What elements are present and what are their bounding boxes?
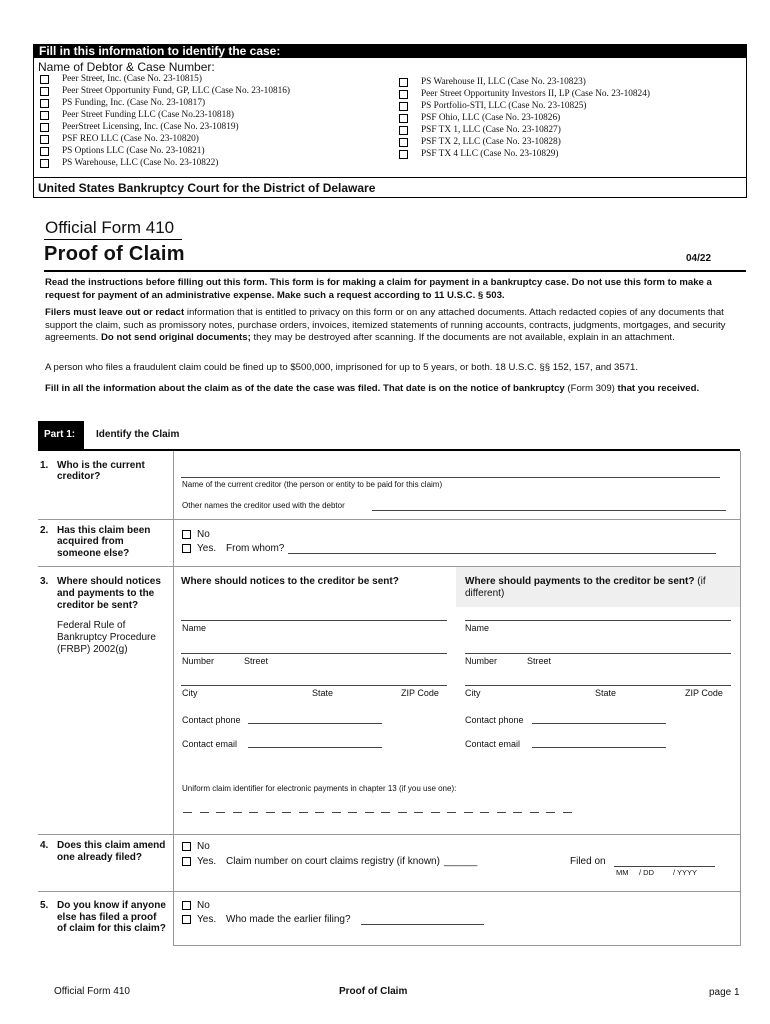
q5-label-line3: of claim for this claim? [57, 923, 166, 934]
right-debtor-checkbox[interactable] [399, 114, 408, 123]
part1-tag-box [38, 421, 84, 449]
uid-digit-slot[interactable] [249, 812, 258, 813]
notices-email-label: Contact email [182, 739, 238, 749]
payments-street-input[interactable] [465, 653, 731, 654]
left-debtor-label: Peer Street, Inc. (Case No. 23-10815) [62, 74, 202, 84]
notices-header: Where should notices to the creditor be sent? [181, 576, 399, 587]
footer-form-number: Official Form 410 [54, 986, 130, 997]
court-divider [33, 177, 747, 178]
left-debtor-checkbox[interactable] [40, 87, 49, 96]
uid-digit-slot[interactable] [183, 812, 192, 813]
left-debtor-label: PS Options LLC (Case No. 23-10821) [62, 146, 205, 156]
questions-column-divider [173, 451, 174, 946]
q5-no-label: No [197, 900, 210, 911]
left-debtor-checkbox[interactable] [40, 147, 49, 156]
q3-label-line2: and payments to the [57, 588, 155, 599]
notices-name-input[interactable] [181, 620, 447, 621]
q4-yes-checkbox[interactable] [182, 857, 191, 866]
uid-digit-slot[interactable] [431, 812, 440, 813]
left-debtor-label: PeerStreet Licensing, Inc. (Case No. 23-10819) [62, 122, 239, 132]
uid-digit-slot[interactable] [365, 812, 374, 813]
notices-email-input[interactable] [248, 747, 382, 748]
instructions-p4-b: (Form 309) [564, 383, 618, 394]
instructions-p2 [45, 307, 735, 345]
uid-digit-slot[interactable] [381, 812, 390, 813]
q4-yyyy-label: / YYYY [673, 868, 698, 877]
right-debtor-label: PSF TX 4 LLC (Case No. 23-10829) [421, 149, 559, 159]
right-debtor-label: Peer Street Opportunity Investors II, LP (Case No. 23-10824) [421, 89, 650, 99]
uid-digit-slot[interactable] [464, 812, 473, 813]
q2-number: 2. [40, 525, 49, 536]
notices-street-input[interactable] [181, 653, 447, 654]
payments-header-if: (if [694, 576, 706, 587]
court-name: United States Bankruptcy Court for the District of Delaware [38, 181, 376, 195]
q4-claim-number-input[interactable]: ______ [444, 856, 478, 867]
right-debtor-label: PS Portfolio-STI, LLC (Case No. 23-10825) [421, 101, 587, 111]
notices-name-label: Name [182, 623, 207, 633]
notices-state-label: State [312, 688, 334, 698]
q2-from-whom-input[interactable] [288, 553, 716, 554]
left-debtor-label: PS Warehouse, LLC (Case No. 23-10822) [62, 158, 219, 168]
q4-divider [38, 891, 740, 892]
notices-phone-label: Contact phone [182, 715, 241, 725]
q4-filed-on-input[interactable] [614, 866, 715, 867]
footer-page-number: page 1 [709, 987, 740, 998]
form-version: 04/22 [686, 253, 712, 264]
payments-number-label: Number [465, 656, 498, 666]
right-debtor-checkbox[interactable] [399, 126, 408, 135]
form-number: Official Form 410 [45, 218, 175, 237]
q4-label-line1: Does this claim amend [57, 840, 166, 851]
case-info-header-bar [33, 44, 747, 58]
q5-label-line1: Do you know if anyone [57, 900, 166, 911]
notices-number-label: Number [182, 656, 215, 666]
payments-header-bold: Where should payments to the creditor be sent? [465, 576, 695, 587]
uid-digit-slot[interactable] [447, 812, 456, 813]
left-debtor-checkbox[interactable] [40, 135, 49, 144]
notices-city-input[interactable] [181, 685, 447, 686]
instructions-p2-b: they may be destroyed after scanning. If the documents are not available, explain in an attachment. [250, 332, 675, 343]
right-debtor-checkbox[interactable] [399, 138, 408, 147]
part1-title: Identify the Claim [96, 429, 180, 440]
uid-digit-slot[interactable] [233, 812, 242, 813]
q2-from-whom-label: From whom? [226, 543, 285, 554]
uid-digit-slot[interactable] [299, 812, 308, 813]
frbp-line3: (FRBP) 2002(g) [57, 644, 128, 655]
other-names-label: Other names the creditor used with the debtor [182, 501, 345, 510]
payments-city-input[interactable] [465, 685, 731, 686]
frbp-line1: Federal Rule of [57, 620, 126, 631]
footer-form-title: Proof of Claim [339, 986, 408, 997]
right-debtor-label: PSF Ohio, LLC (Case No. 23-10826) [421, 113, 561, 123]
q5-no-checkbox[interactable] [182, 901, 191, 910]
notices-zip-label: ZIP Code [401, 688, 439, 698]
q4-dd-label: / DD [639, 868, 654, 877]
uid-digit-slot[interactable] [414, 812, 423, 813]
payments-zip-label: ZIP Code [685, 688, 723, 698]
uid-digit-slot[interactable] [546, 812, 555, 813]
q3-label-line3: creditor be sent? [57, 600, 139, 611]
payments-phone-label: Contact phone [465, 715, 524, 725]
instructions-p4-a: Fill in all the information about the claim as of the date the case was filed. That date is on the notice of bankruptcy [45, 383, 565, 394]
q4-no-checkbox[interactable] [182, 842, 191, 851]
q5-yes-checkbox[interactable] [182, 915, 191, 924]
part1-rule [38, 449, 740, 451]
notices-street-label: Street [244, 656, 269, 666]
payments-street-label: Street [527, 656, 552, 666]
uid-digit-slot[interactable] [216, 812, 225, 813]
instructions-p4 [45, 383, 745, 396]
q4-mm-label: MM [616, 868, 629, 877]
payments-city-label: City [465, 688, 481, 698]
instructions-p2-bold: Filers must leave out or redact [45, 307, 185, 318]
right-debtor-label: PS Warehouse II, LLC (Case No. 23-10823) [421, 77, 586, 87]
left-debtor-label: PS Funding, Inc. (Case No. 23-10817) [62, 98, 206, 108]
uid-digit-slot[interactable] [530, 812, 539, 813]
q2-label-line3: someone else? [57, 548, 130, 559]
uid-digit-slot[interactable] [513, 812, 522, 813]
q3-label-line1: Where should notices [57, 576, 161, 587]
left-debtor-checkbox[interactable] [40, 111, 49, 120]
uid-digit-slot[interactable] [348, 812, 357, 813]
notices-city-label: City [182, 688, 198, 698]
q4-yes-label: Yes. [197, 856, 217, 867]
right-debtor-label: PSF TX 2, LLC (Case No. 23-10828) [421, 137, 561, 147]
q3-number: 3. [40, 576, 49, 587]
q4-label-line2: one already filed? [57, 852, 143, 863]
uid-digit-slot[interactable] [480, 812, 489, 813]
q4-number: 4. [40, 840, 49, 851]
q5-yes-label: Yes. [197, 914, 217, 925]
uid-digit-slot[interactable] [563, 812, 572, 813]
uid-digit-slot[interactable] [266, 812, 275, 813]
uid-digit-slot[interactable] [200, 812, 209, 813]
q1-number: 1. [40, 460, 49, 471]
payments-header [465, 576, 735, 587]
left-debtor-checkbox[interactable] [40, 123, 49, 132]
q2-no-label: No [197, 529, 210, 540]
form-title: Proof of Claim [44, 243, 185, 265]
q2-yes-checkbox[interactable] [182, 544, 191, 553]
q1-label-line1: Who is the current [57, 460, 145, 471]
right-debtor-label: PSF TX 1, LLC (Case No. 23-10827) [421, 125, 561, 135]
questions-bottom-border [173, 945, 741, 946]
left-debtor-checkbox[interactable] [40, 99, 49, 108]
case-info-header: Fill in this information to identify the case: [39, 44, 281, 58]
payments-state-label: State [595, 688, 617, 698]
left-debtor-label: Peer Street Opportunity Fund, GP, LLC (Case No. 23-10816) [62, 86, 291, 96]
q3-divider [38, 834, 740, 835]
left-debtor-label: PSF REO LLC (Case No. 23-10820) [62, 134, 199, 144]
payments-email-input[interactable] [532, 747, 666, 748]
instructions-p2-a: information that is entitled to privacy on this form or on any attached documents. Attach redacted copies of any documents that support the claim, such as promissory notes, purchase orders, invoices, itemized statements of running accounts, contracts, judgments, mortgages, and security agreements. [45, 307, 726, 343]
uid-digit-slot[interactable] [497, 812, 506, 813]
left-debtor-label: Peer Street Funding LLC (Case No.23-10818) [62, 110, 234, 120]
right-debtor-checkbox[interactable] [399, 102, 408, 111]
instructions-p1: Read the instructions before filling out this form. This form is for making a claim for payment in a bankruptcy case. Do not use this form to make a request for payment of an administrative expense. Make such a request according to 11 U.S.C. § 503. [45, 277, 712, 301]
q5-number: 5. [40, 900, 49, 911]
payments-phone-input[interactable] [532, 723, 666, 724]
q2-label-line2: acquired from [57, 536, 124, 547]
left-debtor-checkbox[interactable] [40, 75, 49, 84]
uid-digit-slot[interactable] [315, 812, 324, 813]
creditor-name-input[interactable] [181, 477, 720, 478]
q1-divider [38, 519, 740, 520]
notices-phone-input[interactable] [248, 723, 382, 724]
right-debtor-checkbox[interactable] [399, 150, 408, 159]
right-debtor-checkbox[interactable] [399, 90, 408, 99]
q4-filed-on-label: Filed on [570, 856, 606, 867]
left-debtor-checkbox[interactable] [40, 159, 49, 168]
q4-no-label: No [197, 841, 210, 852]
payments-header-shade [456, 567, 740, 607]
q4-claim-number-label: Claim number on court claims registry (if known) [226, 856, 440, 867]
other-names-input[interactable] [372, 510, 726, 511]
q2-label-line1: Has this claim been [57, 525, 151, 536]
uid-digit-slot[interactable] [398, 812, 407, 813]
frbp-line2: Bankruptcy Procedure [57, 632, 156, 643]
questions-right-border [740, 451, 741, 946]
q5-who-input[interactable] [361, 924, 484, 925]
payments-header-different: different) [465, 588, 505, 599]
q5-who-label: Who made the earlier filing? [226, 914, 351, 925]
payments-name-label: Name [465, 623, 490, 633]
uid-digit-slot[interactable] [332, 812, 341, 813]
uid-digit-slot[interactable] [282, 812, 291, 813]
instructions-p3: A person who files a fraudulent claim could be fined up to $500,000, imprisoned for up to 5 years, or both. 18 U.S.C. §§ 152, 157, and 3571. [45, 362, 639, 373]
q1-label-line2: creditor? [57, 471, 101, 482]
debtor-label: Name of Debtor & Case Number: [38, 60, 215, 74]
form-number-rule [44, 239, 182, 240]
instructions-p4-c: that you received. [617, 383, 700, 394]
title-rule [44, 270, 746, 272]
right-debtor-checkbox[interactable] [399, 78, 408, 87]
instructions-p2-bold2: Do not send original documents; [101, 332, 251, 343]
creditor-name-caption: Name of the current creditor (the person or entity to be paid for this claim) [182, 480, 443, 489]
q5-label-line2: else has filed a proof [57, 912, 157, 923]
payments-email-label: Contact email [465, 739, 521, 749]
uid-label: Uniform claim identifier for electronic payments in chapter 13 (if you use one): [182, 784, 457, 793]
part1-tag: Part 1: [44, 429, 76, 440]
q2-yes-label: Yes. [197, 543, 217, 554]
q2-no-checkbox[interactable] [182, 530, 191, 539]
payments-name-input[interactable] [465, 620, 731, 621]
